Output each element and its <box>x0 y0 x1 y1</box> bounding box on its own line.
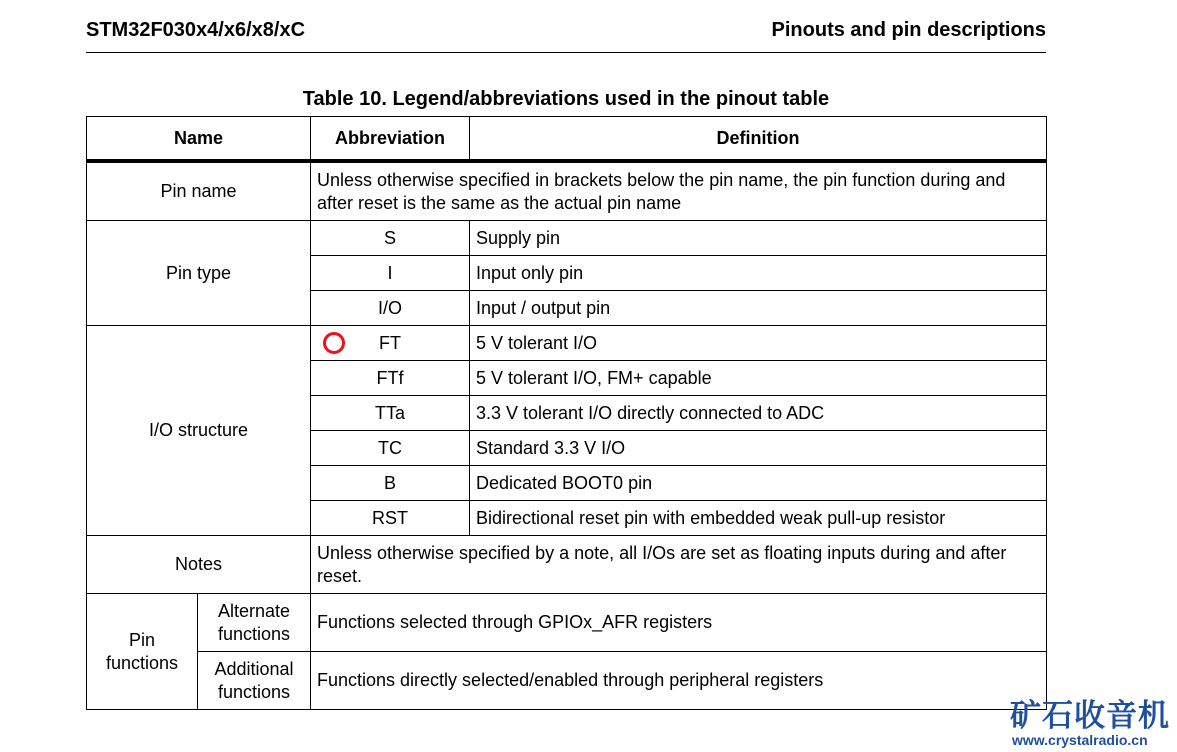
cell-definition: Dedicated BOOT0 pin <box>470 466 1047 501</box>
section-title: Pinouts and pin descriptions <box>771 19 1046 41</box>
cell-notes: Notes <box>87 536 311 594</box>
cell-pin-functions: Pin functions <box>87 594 198 710</box>
table-row-notes <box>87 536 1047 594</box>
table-caption: Table 10. Legend/abbreviations used in the pinout table <box>302 88 830 110</box>
cell-pin-name-definition: Unless otherwise specified in brackets below the pin name, the pin function during and after reset is the same as the actual pin name <box>311 161 1047 221</box>
cell-definition: Functions selected through GPIOx_AFR registers <box>311 594 1047 652</box>
cell-definition: 5 V tolerant I/O, FM+ capable <box>470 361 1047 396</box>
annotation-circle <box>323 332 345 354</box>
cell-abbreviation-ft: FT <box>379 332 401 353</box>
header-rule <box>86 52 1046 53</box>
cell-abbreviation: RST <box>311 501 470 536</box>
column-header-abbreviation: Abbreviation <box>311 117 470 162</box>
cell-definition: Functions directly selected/enabled through peripheral registers <box>311 652 1047 710</box>
cell-notes-definition: Unless otherwise specified by a note, all I/Os are set as floating inputs during and after reset. <box>311 536 1047 594</box>
cell-abbreviation: TC <box>311 431 470 466</box>
legend-table <box>86 116 1047 710</box>
table-row <box>87 594 1047 652</box>
document-id: STM32F030x4/x6/x8/xC <box>86 19 306 41</box>
cell-abbreviation: I <box>311 256 470 291</box>
cell-abbreviation: S <box>311 221 470 256</box>
column-header-name: Name <box>87 117 311 162</box>
watermark-title: 矿石收音机 <box>1010 698 1170 733</box>
cell-io-structure: I/O structure <box>87 326 311 536</box>
cell-pin-type: Pin type <box>87 221 311 326</box>
cell-abbreviation: TTa <box>311 396 470 431</box>
table-row <box>87 652 1047 710</box>
cell-abbreviation: B <box>311 466 470 501</box>
table-row <box>87 221 1047 256</box>
cell-abbreviation: FTf <box>311 361 470 396</box>
cell-definition: Bidirectional reset pin with embedded weak pull-up resistor <box>470 501 1047 536</box>
cell-pin-name: Pin name <box>87 161 311 221</box>
column-header-definition: Definition <box>470 117 1047 162</box>
cell-definition: 3.3 V tolerant I/O directly connected to ADC <box>470 396 1047 431</box>
table-row-pin-name <box>87 161 1047 221</box>
watermark-url: www.crystalradio.cn <box>1012 732 1148 748</box>
cell-definition: Supply pin <box>470 221 1047 256</box>
table-header-row <box>87 117 1047 162</box>
cell-sub-name: Additional functions <box>198 652 311 710</box>
cell-definition: Input / output pin <box>470 291 1047 326</box>
cell-definition: 5 V tolerant I/O <box>470 326 1047 361</box>
cell-definition: Standard 3.3 V I/O <box>470 431 1047 466</box>
table-row <box>87 326 1047 361</box>
cell-definition: Input only pin <box>470 256 1047 291</box>
cell-sub-name: Alternate functions <box>198 594 311 652</box>
cell-abbreviation: I/O <box>311 291 470 326</box>
